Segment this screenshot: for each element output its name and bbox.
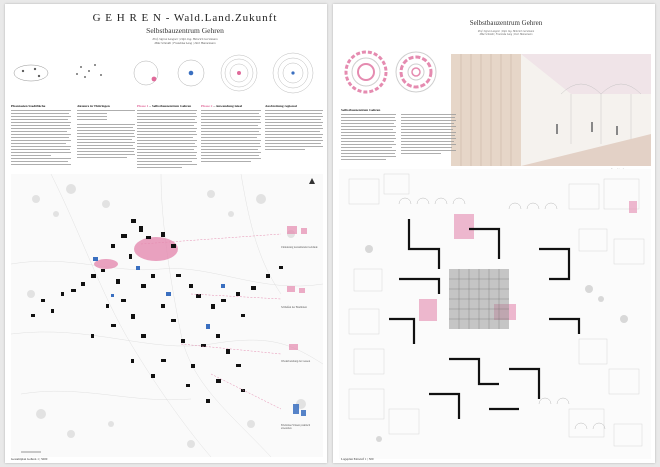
diagram-dots xyxy=(76,64,102,78)
annotation-1: Umnutzung leerstehender Gebäude xyxy=(281,246,318,249)
annotation-2: Schließen der Baulücken xyxy=(281,306,307,309)
right-heading: Selbstbauzentrum Gehren xyxy=(341,108,381,112)
circle-diagram-1 xyxy=(346,52,386,92)
diagram-phase-2 xyxy=(178,60,204,86)
interior-perspective xyxy=(451,54,651,166)
circle-diagrams xyxy=(341,44,441,102)
diagram-phase-1 xyxy=(134,61,158,85)
left-sheet xyxy=(5,4,327,463)
right-text-columns xyxy=(341,114,461,170)
diagram-row xyxy=(11,49,323,97)
text-columns-placeholder xyxy=(11,110,323,172)
detail-site-plan xyxy=(339,169,651,459)
right-credits: Prof. Sigrun Langner | Dipl. Ing. Heinrich Gerstmann Mike Schmidt | Franziska Lang | Dori Hannemann xyxy=(477,30,535,37)
diagram-phase-3 xyxy=(221,55,257,91)
heading-col4: Phase 2 – Anwendung lokal xyxy=(201,104,243,108)
footer-left: Gesamtplan Gehren 1 | 5000 xyxy=(11,457,48,461)
heading-col5: Ausbreitung regional xyxy=(265,104,297,108)
credits: Prof. Sigrun Langner | Dipl. Ing. Heinrich Gerstmann Mike Schmidt | Franziska Lang | Dori Hannemann xyxy=(152,37,218,45)
heading-col2: Akteure in Thüringen xyxy=(77,104,110,108)
diagram-regional xyxy=(273,53,313,93)
circle-diagram-2 xyxy=(396,52,436,92)
footer-right: Lageplan Entwurf 1 | 500 xyxy=(341,457,374,461)
heading-col1: Phantasien Stadtfläche xyxy=(11,104,46,108)
page-subtitle: Selbstbauzentrum Gehren xyxy=(146,26,224,35)
site-plan-drawing xyxy=(11,174,323,457)
annotation-4: Erlebnisse Wissen praktisch anwenden xyxy=(281,424,311,431)
right-title: Selbstbauzentrum Gehren xyxy=(469,19,543,27)
diagram-region-map xyxy=(14,65,48,81)
site-plan-map xyxy=(11,174,323,457)
heading-col3: Phase 1 – Selbstbauzentrum Gehren xyxy=(137,104,192,108)
annotation-3: Wiederbelebung der Gassen xyxy=(281,360,311,363)
detail-site-plan-drawing xyxy=(339,169,651,459)
north-arrow-icon xyxy=(309,178,315,184)
right-sheet xyxy=(333,4,655,463)
page-title: G E H R E N - Wald.Land.Zukunft xyxy=(92,12,278,24)
